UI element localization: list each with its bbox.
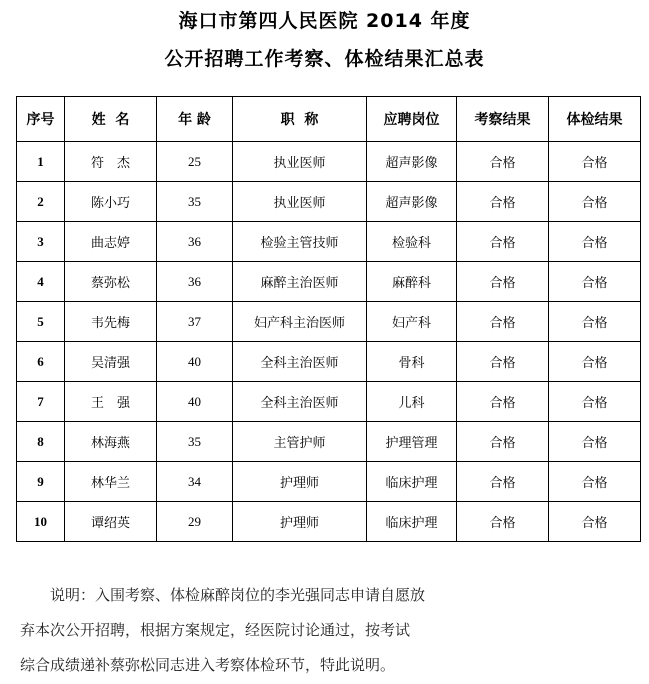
cell-inspection: 合格: [457, 262, 549, 302]
cell-name: 韦先梅: [65, 302, 157, 342]
cell-inspection: 合格: [457, 422, 549, 462]
cell-medical-exam: 合格: [549, 262, 641, 302]
cell-title: 全科主治医师: [233, 342, 367, 382]
cell-name: 符 杰: [65, 142, 157, 182]
results-table: [16, 96, 641, 542]
header-medical-exam: 体检结果: [549, 97, 641, 142]
cell-name: 吴清强: [65, 342, 157, 382]
cell-medical-exam: 合格: [549, 422, 641, 462]
cell-post: 临床护理: [367, 462, 457, 502]
cell-post: 护理管理: [367, 422, 457, 462]
cell-title: 检验主管技师: [233, 222, 367, 262]
cell-post: 骨科: [367, 342, 457, 382]
cell-no: 5: [17, 302, 65, 342]
header-title: 职 称: [233, 97, 367, 142]
header-no: 序号: [17, 97, 65, 142]
table-row: [17, 262, 641, 302]
cell-title: 妇产科主治医师: [233, 302, 367, 342]
cell-title: 护理师: [233, 462, 367, 502]
table-row: [17, 342, 641, 382]
cell-post: 超声影像: [367, 182, 457, 222]
cell-no: 2: [17, 182, 65, 222]
cell-medical-exam: 合格: [549, 382, 641, 422]
cell-age: 36: [157, 222, 233, 262]
cell-name: 陈小巧: [65, 182, 157, 222]
table-row: [17, 422, 641, 462]
cell-title: 护理师: [233, 502, 367, 542]
table-row: [17, 462, 641, 502]
table-row: [17, 222, 641, 262]
cell-post: 临床护理: [367, 502, 457, 542]
cell-age: 25: [157, 142, 233, 182]
cell-age: 29: [157, 502, 233, 542]
cell-inspection: 合格: [457, 222, 549, 262]
table-row: [17, 182, 641, 222]
cell-post: 超声影像: [367, 142, 457, 182]
cell-title: 主管护师: [233, 422, 367, 462]
cell-age: 37: [157, 302, 233, 342]
table-header-row: [17, 97, 641, 142]
header-name: 姓 名: [65, 97, 157, 142]
cell-age: 36: [157, 262, 233, 302]
header-post: 应聘岗位: [367, 97, 457, 142]
table-row: [17, 302, 641, 342]
cell-no: 6: [17, 342, 65, 382]
cell-medical-exam: 合格: [549, 302, 641, 342]
cell-no: 4: [17, 262, 65, 302]
cell-no: 3: [17, 222, 65, 262]
cell-no: 10: [17, 502, 65, 542]
cell-name: 王 强: [65, 382, 157, 422]
cell-inspection: 合格: [457, 182, 549, 222]
cell-medical-exam: 合格: [549, 222, 641, 262]
table-row: [17, 502, 641, 542]
cell-inspection: 合格: [457, 382, 549, 422]
cell-title: 执业医师: [233, 182, 367, 222]
note-line: 弃本次公开招聘，根据方案规定，经医院讨论通过，按考试: [20, 621, 411, 639]
cell-age: 40: [157, 382, 233, 422]
cell-medical-exam: 合格: [549, 342, 641, 382]
cell-age: 35: [157, 422, 233, 462]
cell-medical-exam: 合格: [549, 182, 641, 222]
cell-post: 儿科: [367, 382, 457, 422]
header-age: 年 龄: [157, 97, 233, 142]
cell-age: 40: [157, 342, 233, 382]
cell-inspection: 合格: [457, 142, 549, 182]
header-inspection: 考察结果: [457, 97, 549, 142]
cell-age: 34: [157, 462, 233, 502]
cell-post: 麻醉科: [367, 262, 457, 302]
cell-inspection: 合格: [457, 502, 549, 542]
cell-no: 9: [17, 462, 65, 502]
cell-inspection: 合格: [457, 462, 549, 502]
cell-medical-exam: 合格: [549, 502, 641, 542]
cell-name: 曲志婷: [65, 222, 157, 262]
page-subtitle: 公开招聘工作考察、体检结果汇总表: [164, 48, 485, 70]
table-row: [17, 382, 641, 422]
cell-title: 全科主治医师: [233, 382, 367, 422]
cell-post: 检验科: [367, 222, 457, 262]
cell-title: 执业医师: [233, 142, 367, 182]
cell-name: 林华兰: [65, 462, 157, 502]
page-title: 海口市第四人民医院 2014 年度: [178, 10, 471, 32]
cell-name: 谭绍英: [65, 502, 157, 542]
cell-no: 7: [17, 382, 65, 422]
cell-inspection: 合格: [457, 342, 549, 382]
cell-name: 蔡弥松: [65, 262, 157, 302]
cell-post: 妇产科: [367, 302, 457, 342]
table-row: [17, 142, 641, 182]
cell-no: 1: [17, 142, 65, 182]
cell-title: 麻醉主治医师: [233, 262, 367, 302]
cell-inspection: 合格: [457, 302, 549, 342]
cell-name: 林海燕: [65, 422, 157, 462]
note-line: 说明：入围考察、体检麻醉岗位的李光强同志申请自愿放: [50, 586, 426, 604]
cell-no: 8: [17, 422, 65, 462]
cell-medical-exam: 合格: [549, 142, 641, 182]
cell-age: 35: [157, 182, 233, 222]
explanation-note: [20, 578, 632, 683]
note-line: 综合成绩递补蔡弥松同志进入考察体检环节，特此说明。: [20, 656, 396, 674]
cell-medical-exam: 合格: [549, 462, 641, 502]
